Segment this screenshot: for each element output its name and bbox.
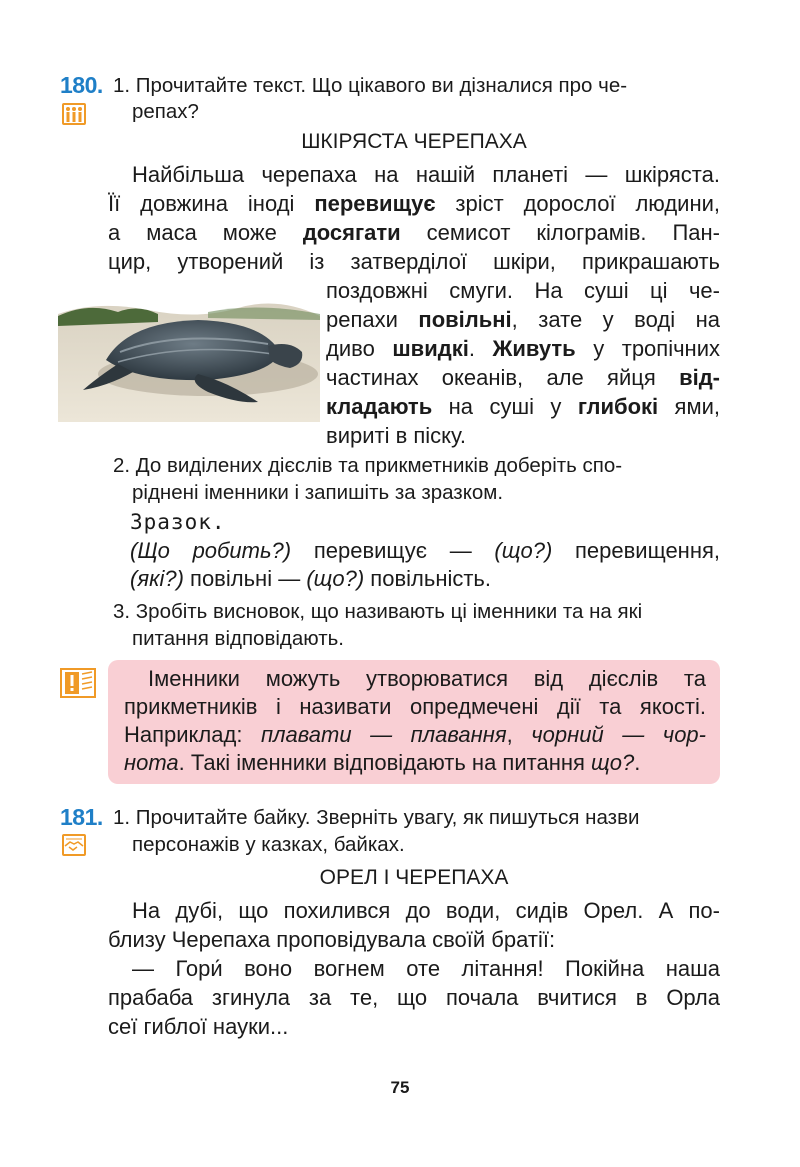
text-line: кладають на суші у глибокі ями, — [326, 394, 720, 419]
task-instruction-cont: ріднені іменники і запишіть за зразком. — [132, 481, 504, 504]
task-instruction-cont: питання відповідають. — [132, 627, 344, 650]
task-instruction: 3. Зробіть висновок, що називають ці іменники та на які — [113, 600, 643, 623]
turtle-photo — [58, 282, 320, 422]
text-line: цир, утворений із затверділої шкіри, прикрашають — [108, 249, 720, 274]
task-instruction: 2. До виділених дієслів та прикметників доберіть спо- — [113, 454, 623, 477]
exercise-number-181: 181. — [60, 804, 103, 830]
handshake-icon — [62, 834, 86, 856]
task-instruction: 1. Прочитайте текст. Що цікавого ви дізналися про че- — [113, 74, 628, 97]
text-line: частинах океанів, але яйця від- — [326, 365, 720, 390]
text-line: репахи повільні, зате у воді на — [326, 307, 720, 332]
fable-line: прабаба згинула за те, що почала вчитися в Орла — [108, 985, 720, 1010]
rule-line: Наприклад: плавати — плавання, чорний — чор- — [124, 722, 706, 747]
sample-line: (які?) повільні — (що?) повільність. — [130, 566, 492, 591]
text-line: Найбільша черепаха на нашій планеті — шкіряста. — [132, 162, 720, 187]
text-title: ШКІРЯСТА ЧЕРЕПАХА — [301, 130, 527, 153]
fable-text — [108, 898, 720, 1048]
fable-line: На дубі, що похилився до води, сидів Орел. А по- — [132, 898, 720, 923]
page-number: 75 — [390, 1078, 410, 1097]
text-line: диво швидкі. Живуть у тропічних — [326, 336, 720, 361]
rule-attention-icon — [60, 668, 96, 698]
text-line: поздовжні смуги. На суші ці че- — [326, 278, 720, 303]
fable-title: ОРЕЛ І ЧЕРЕПАХА — [319, 866, 509, 889]
text-line: вириті в піску. — [326, 423, 466, 448]
task-instruction-cont: персонажів у казках, байках. — [132, 833, 405, 856]
fable-line: близу Черепаха проповідувала своїй братії: — [108, 927, 556, 952]
fable-line: — Гори́ воно вогнем оте літання! Покійна наша — [132, 956, 720, 981]
rule-text — [124, 666, 706, 784]
exercise-number-180: 180. — [60, 72, 103, 98]
rule-line: прикметників і називати опредмечені дії та якості. — [124, 694, 706, 719]
task-instruction-cont: репах? — [132, 100, 199, 123]
fable-line: сеї гиблої науки... — [108, 1014, 289, 1039]
task-instruction: 1. Прочитайте байку. Зверніть увагу, як пишуться назви — [113, 806, 640, 829]
text-line: а маса може досягати семисот кілограмів. Пан- — [108, 220, 720, 245]
group-work-icon — [62, 103, 86, 125]
text-line: Її довжина іноді перевищує зріст дорослої людини, — [108, 191, 720, 216]
sample-line: (Що робить?) перевищує — (що?) перевищення, — [130, 538, 720, 563]
rule-line: Іменники можуть утворюватися від дієслів та — [148, 666, 706, 691]
sample-label: Зразок. — [130, 510, 226, 534]
rule-line: нота. Такі іменники відповідають на питання що?. — [124, 750, 641, 775]
